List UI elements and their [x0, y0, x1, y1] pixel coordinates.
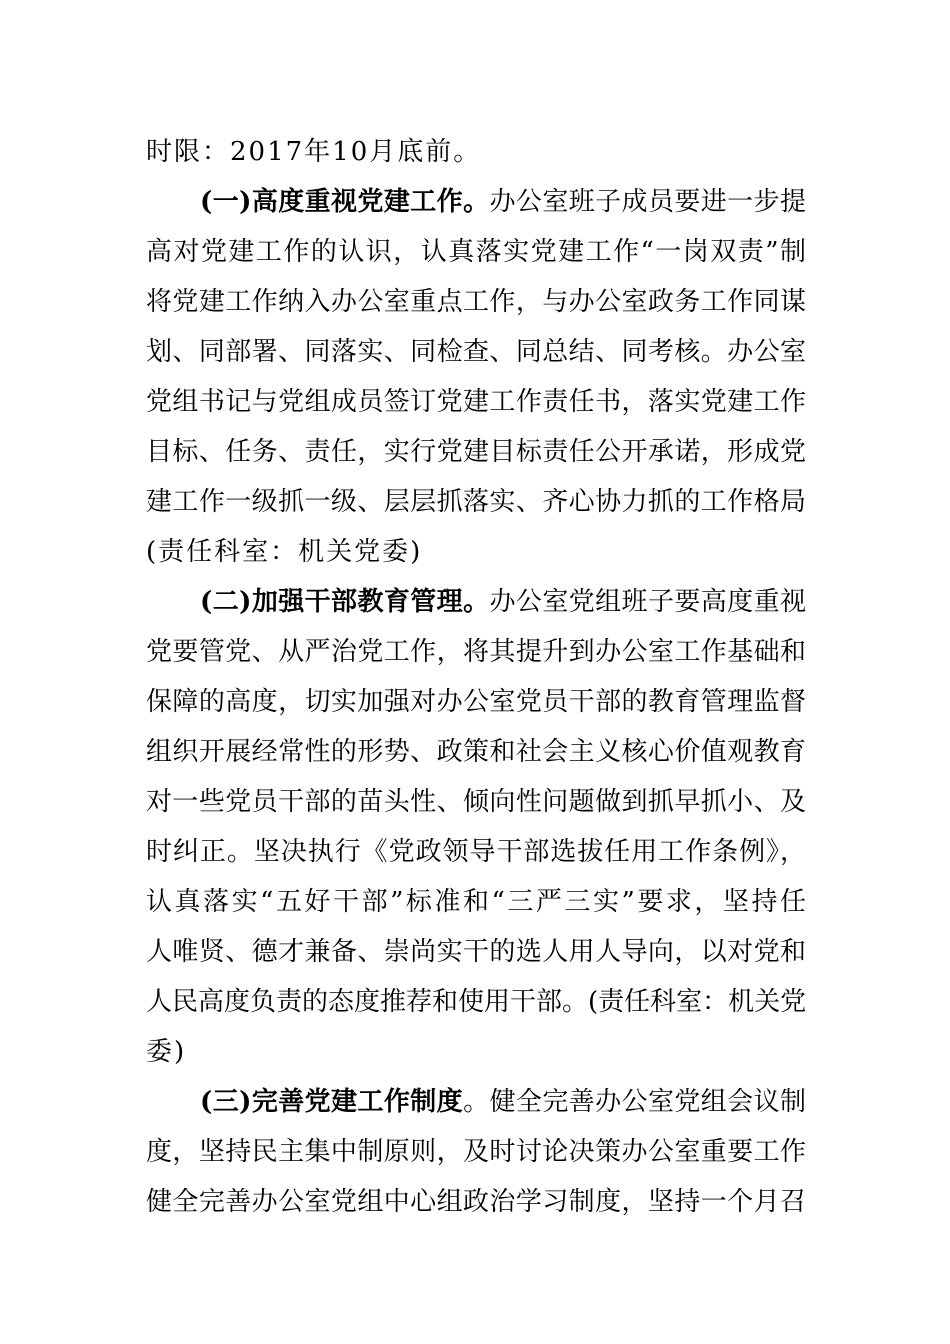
line-text: 时限：2017年10月底前。 [146, 137, 482, 167]
text-line [146, 627, 806, 677]
text-line [146, 1027, 186, 1077]
line-text: 健全完善办公室党组中心组政治学习制度，坚持一个月召 [146, 1187, 806, 1217]
line-text: 划、同部署、同落实、同检查、同总结、同考核。办公室 [146, 337, 806, 367]
text-line [146, 1177, 806, 1227]
line-text: 组织开展经常性的形势、政策和社会主义核心价值观教育 [146, 737, 806, 767]
line-text: 度，坚持民主集中制原则，及时讨论决策办公室重要工作 [146, 1137, 806, 1167]
line-text: 认真落实“五好干部”标准和“三严三实”要求，坚持任 [146, 887, 806, 917]
line-text: 办公室党组班子要高度重视 [489, 587, 806, 617]
line-text: 委) [146, 1037, 187, 1067]
line-text: 党组书记与党组成员签订党建工作责任书，落实党建工作 [146, 387, 806, 417]
line-text: 目标、任务、责任，实行党建目标责任公开承诺，形成党 [146, 437, 806, 467]
text-line [146, 277, 806, 327]
line-text: 党要管党、从严治党工作，将其提升到办公室工作基础和 [146, 637, 806, 667]
line-text: 高对党建工作的认识，认真落实党建工作“一岗双责”制 [146, 237, 806, 267]
section-heading-line [200, 1077, 806, 1127]
text-line [146, 527, 422, 577]
text-line [146, 427, 806, 477]
line-text: 人唯贤、德才兼备、崇尚实干的选人用人导向，以对党和 [146, 937, 806, 967]
text-line [146, 827, 806, 877]
text-line [146, 477, 806, 527]
text-line [146, 877, 806, 927]
line-text: 保障的高度，切实加强对办公室党员干部的教育管理监督 [146, 687, 806, 717]
line-text: 。健全完善办公室党组会议制 [463, 1087, 806, 1117]
text-line [146, 977, 806, 1027]
line-text: 时纠正。坚决执行《党政领导干部选拔任用工作条例》， [146, 837, 806, 867]
section-heading-line [200, 177, 806, 227]
text-line [146, 227, 806, 277]
line-text: 办公室班子成员要进一步提 [489, 187, 806, 217]
text-line [146, 377, 806, 427]
text-line [146, 327, 806, 377]
text-line [146, 1127, 806, 1177]
section-heading: (三)完善党建工作制度 [200, 1087, 464, 1117]
line-text: 人民高度负责的态度推荐和使用干部。(责任科室：机关党 [146, 987, 807, 1017]
text-line [146, 777, 806, 827]
line-text: 将党建工作纳入办公室重点工作，与办公室政务工作同谋 [146, 287, 806, 317]
section-heading: (二)加强干部教育管理。 [200, 587, 490, 617]
section-heading-line [200, 577, 806, 627]
text-line [146, 127, 481, 177]
line-text: 建工作一级抓一级、层层抓落实、齐心协力抓的工作格局 [146, 487, 806, 517]
text-line [146, 677, 806, 727]
text-line [146, 927, 806, 977]
section-heading: (一)高度重视党建工作。 [200, 187, 490, 217]
line-text: (责任科室：机关党委) [146, 537, 423, 567]
text-line [146, 727, 806, 777]
line-text: 对一些党员干部的苗头性、倾向性问题做到抓早抓小、及 [146, 787, 806, 817]
